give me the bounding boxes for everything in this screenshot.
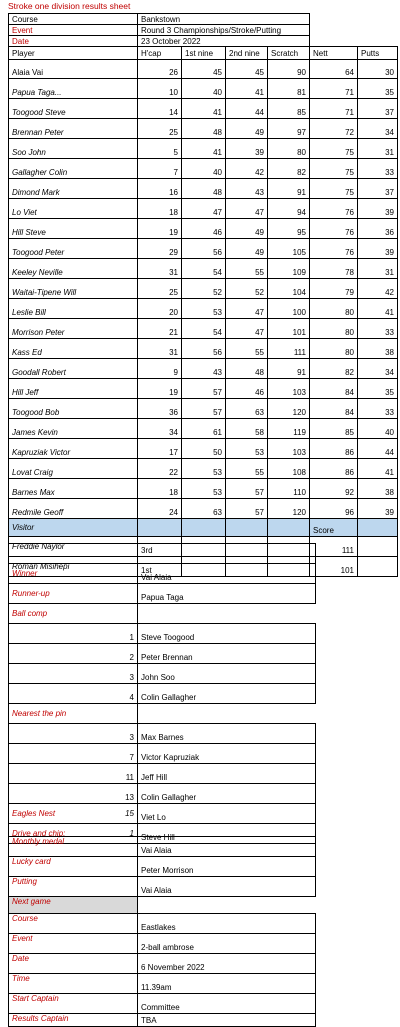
putts-cell: 30 (358, 60, 398, 79)
empty-cell (268, 519, 310, 537)
nett-cell: 86 (310, 439, 358, 459)
first-nine-cell: 41 (182, 139, 226, 159)
visitor-score: 111 (310, 537, 358, 557)
ball-comp-num: 4 (9, 684, 138, 704)
scratch-cell: 81 (268, 79, 310, 99)
player-row (9, 319, 398, 339)
ball-comp-label: Ball comp (9, 604, 138, 624)
results-captain-value: TBA (138, 1014, 316, 1027)
visitor-score: 101 (310, 557, 358, 577)
player-name: Morrison Peter (9, 319, 138, 339)
player-name: Keeley Neville (9, 259, 138, 279)
putts-cell: 35 (358, 379, 398, 399)
second-nine-cell: 53 (226, 439, 268, 459)
putts-cell: 39 (358, 199, 398, 219)
scratch-cell: 101 (268, 319, 310, 339)
putts-cell: 34 (358, 119, 398, 139)
info-value: 23 October 2022 (138, 36, 310, 47)
player-name: Toogood Bob (9, 399, 138, 419)
player-row (9, 339, 398, 359)
player-column-header: Player (9, 47, 138, 60)
player-row (9, 179, 398, 199)
hcap-cell: 7 (138, 159, 182, 179)
player-name: Gallagher Colin (9, 159, 138, 179)
putts-cell: 40 (358, 419, 398, 439)
scratch-cell: 103 (268, 379, 310, 399)
nett-cell: 92 (310, 479, 358, 499)
next-event-label: Event (9, 934, 138, 954)
player-name: Hill Jeff (9, 379, 138, 399)
putts-cell: 35 (358, 79, 398, 99)
empty-cell (226, 519, 268, 537)
putts-cell: 39 (358, 499, 398, 519)
putts-cell: 39 (358, 239, 398, 259)
first-nine-cell: 45 (182, 60, 226, 79)
putts-cell: 31 (358, 259, 398, 279)
first-nine-cell: 57 (182, 379, 226, 399)
putts-cell: 31 (358, 139, 398, 159)
first-nine-cell: 53 (182, 479, 226, 499)
hcap-cell: 26 (138, 60, 182, 79)
nett-cell: 80 (310, 339, 358, 359)
nett-cell: 76 (310, 219, 358, 239)
putts-cell: 33 (358, 319, 398, 339)
second-nine-cell: 55 (226, 459, 268, 479)
player-row (9, 60, 398, 79)
player-name: Brennan Peter (9, 119, 138, 139)
ball-comp-num: 3 (9, 664, 138, 684)
next-event-value: 2-ball ambrose (138, 934, 316, 954)
hcap-cell: 18 (138, 479, 182, 499)
empty-cell (358, 557, 398, 577)
hcap-cell: 10 (138, 79, 182, 99)
nearest-pin-name: Victor Kapruziak (138, 744, 316, 764)
first-nine-cell: 52 (182, 279, 226, 299)
first-nine-cell: 40 (182, 159, 226, 179)
second-nine-cell: 57 (226, 479, 268, 499)
second-nine-cell: 47 (226, 319, 268, 339)
nett-column-header: Nett (310, 47, 358, 60)
second-nine-cell: 39 (226, 139, 268, 159)
first-nine-cell: 50 (182, 439, 226, 459)
nett-cell: 75 (310, 179, 358, 199)
player-row (9, 79, 398, 99)
hcap-cell: 31 (138, 339, 182, 359)
scratch-cell: 90 (268, 60, 310, 79)
player-row (9, 299, 398, 319)
first-nine-cell: 61 (182, 419, 226, 439)
first-nine-cell: 48 (182, 179, 226, 199)
nett-cell: 75 (310, 139, 358, 159)
nett-cell: 75 (310, 159, 358, 179)
next-course-value: Eastlakes (138, 914, 316, 934)
second-nine-cell: 49 (226, 119, 268, 139)
nearest-pin-name: Jeff Hill (138, 764, 316, 784)
next-date-label: Date (9, 954, 138, 974)
ball-comp-row (9, 664, 316, 684)
nett-cell: 96 (310, 499, 358, 519)
player-name: Toogood Steve (9, 99, 138, 119)
info-row (9, 36, 398, 47)
scratch-cell: 110 (268, 479, 310, 499)
spacer-cell (9, 544, 138, 564)
putts-cell: 41 (358, 459, 398, 479)
nearest-pin-row (9, 744, 316, 764)
sheet-title: Stroke one division results sheet (8, 1, 131, 11)
putts-cell: 38 (358, 339, 398, 359)
empty-cell (138, 519, 182, 537)
scratch-cell: 109 (268, 259, 310, 279)
scratch-cell: 80 (268, 139, 310, 159)
nett-cell: 76 (310, 239, 358, 259)
winner-label: Winner (9, 564, 138, 584)
putts-column-header: Putts (358, 47, 398, 60)
player-row (9, 99, 398, 119)
winner-value: Vai Alaia (138, 564, 316, 584)
next-game-label: Next game (9, 897, 138, 914)
eagles-nest-label: Eagles Nest (12, 809, 56, 818)
player-name: Kass Ed (9, 339, 138, 359)
visitor-header-row (9, 519, 398, 537)
info-row (9, 14, 398, 25)
next-date-value: 6 November 2022 (138, 954, 316, 974)
first-nine-cell: 43 (182, 359, 226, 379)
putts-cell: 37 (358, 99, 398, 119)
bottom-table (8, 836, 316, 1027)
second-nine-cell: 55 (226, 339, 268, 359)
score-header: Score (310, 519, 358, 537)
nett-cell: 84 (310, 399, 358, 419)
first-nine-column-header: 1st nine (182, 47, 226, 60)
second-nine-cell: 55 (226, 259, 268, 279)
header-row (9, 47, 398, 60)
player-row (9, 359, 398, 379)
empty-cell (138, 897, 316, 914)
info-value: Bankstown (138, 14, 310, 25)
second-nine-cell: 46 (226, 379, 268, 399)
scratch-cell: 119 (268, 419, 310, 439)
hcap-cell: 19 (138, 379, 182, 399)
lucky-card-label: Lucky card (9, 857, 138, 877)
nett-cell: 84 (310, 379, 358, 399)
hcap-cell: 16 (138, 179, 182, 199)
nearest-pin-row (9, 784, 316, 804)
putts-cell: 33 (358, 159, 398, 179)
second-nine-cell: 41 (226, 79, 268, 99)
spacer-cell (138, 544, 316, 564)
eagles-nest-value: Viet Lo (138, 804, 316, 824)
nett-cell: 85 (310, 419, 358, 439)
scratch-cell: 100 (268, 299, 310, 319)
nett-cell: 71 (310, 79, 358, 99)
player-row (9, 279, 398, 299)
putts-cell: 38 (358, 479, 398, 499)
first-nine-cell: 53 (182, 299, 226, 319)
info-label: Event (9, 25, 138, 36)
scratch-cell: 108 (268, 459, 310, 479)
first-nine-cell: 54 (182, 319, 226, 339)
nearest-pin-hole: 3 (9, 724, 138, 744)
player-row (9, 479, 398, 499)
putts-cell: 34 (358, 359, 398, 379)
player-name: Waitai-Tipene Will (9, 279, 138, 299)
hcap-cell: 21 (138, 319, 182, 339)
runner-up-value: Papua Taga (138, 584, 316, 604)
putts-cell: 41 (358, 299, 398, 319)
hcap-cell: 24 (138, 499, 182, 519)
player-row (9, 119, 398, 139)
hcap-cell: 14 (138, 99, 182, 119)
nett-cell: 71 (310, 99, 358, 119)
nearest-pin-name: Colin Gallagher (138, 784, 316, 804)
second-nine-cell: 49 (226, 219, 268, 239)
player-name: Kapruziak Victor (9, 439, 138, 459)
empty-cell (182, 519, 226, 537)
nearest-pin-name: Max Barnes (138, 724, 316, 744)
second-nine-cell: 43 (226, 179, 268, 199)
empty-cell (358, 537, 398, 557)
second-nine-cell: 44 (226, 99, 268, 119)
player-row (9, 439, 398, 459)
info-label: Course (9, 14, 138, 25)
info-row (9, 25, 398, 36)
first-nine-cell: 47 (182, 199, 226, 219)
player-row (9, 259, 398, 279)
nett-cell: 78 (310, 259, 358, 279)
player-name: Goodall Robert (9, 359, 138, 379)
nett-cell: 64 (310, 60, 358, 79)
putting-value: Vai Alaia (138, 877, 316, 897)
putts-cell: 36 (358, 219, 398, 239)
nearest-pin-row (9, 764, 316, 784)
putts-cell: 33 (358, 399, 398, 419)
ball-comp-num: 1 (9, 624, 138, 644)
ball-comp-num: 2 (9, 644, 138, 664)
first-nine-cell: 56 (182, 339, 226, 359)
second-nine-cell: 48 (226, 359, 268, 379)
scratch-column-header: Scratch (268, 47, 310, 60)
nett-cell: 79 (310, 279, 358, 299)
player-name: Leslie Bill (9, 299, 138, 319)
visitor-name: Freddie Naylor (9, 537, 138, 557)
drive-chip-value: Steve Hill (138, 824, 316, 844)
player-row (9, 399, 398, 419)
first-nine-cell: 48 (182, 119, 226, 139)
putts-cell: 44 (358, 439, 398, 459)
eagles-nest-hole: 15 (125, 809, 134, 818)
visitor-name: Roman Misihepi (9, 557, 138, 577)
start-captain-value: Committee (138, 994, 316, 1014)
nett-cell: 72 (310, 119, 358, 139)
next-time-label: Time (9, 974, 138, 994)
scratch-cell: 120 (268, 499, 310, 519)
monthly-medal-label: Monthly medal (9, 837, 138, 857)
start-captain-label: Start Captain (9, 994, 138, 1014)
first-nine-cell: 53 (182, 459, 226, 479)
awards-table (8, 543, 316, 844)
nett-cell: 82 (310, 359, 358, 379)
hcap-cell: 31 (138, 259, 182, 279)
hcap-cell: 18 (138, 199, 182, 219)
scratch-cell: 120 (268, 399, 310, 419)
second-nine-cell: 47 (226, 299, 268, 319)
player-name: Toogood Peter (9, 239, 138, 259)
scratch-cell: 94 (268, 199, 310, 219)
visitor-place: 3rd (138, 537, 182, 557)
ball-comp-row (9, 644, 316, 664)
player-name: Soo John (9, 139, 138, 159)
hcap-cell: 20 (138, 299, 182, 319)
empty-cell (138, 704, 316, 724)
results-table (8, 13, 398, 577)
second-nine-cell: 57 (226, 499, 268, 519)
hcap-cell: 29 (138, 239, 182, 259)
first-nine-cell: 56 (182, 239, 226, 259)
scratch-cell: 111 (268, 339, 310, 359)
nett-cell: 80 (310, 319, 358, 339)
first-nine-cell: 46 (182, 219, 226, 239)
ball-comp-row (9, 684, 316, 704)
second-nine-column-header: 2nd nine (226, 47, 268, 60)
second-nine-cell: 47 (226, 199, 268, 219)
nearest-pin-hole: 11 (9, 764, 138, 784)
nearest-pin-hole: 7 (9, 744, 138, 764)
player-name: James Kevin (9, 419, 138, 439)
eagles-nest-cell (9, 804, 138, 824)
player-row (9, 139, 398, 159)
scratch-cell: 91 (268, 359, 310, 379)
hcap-cell: 22 (138, 459, 182, 479)
hcap-cell: 5 (138, 139, 182, 159)
putts-cell: 37 (358, 179, 398, 199)
first-nine-cell: 63 (182, 499, 226, 519)
runner-up-label: Runner-up (9, 584, 138, 604)
second-nine-cell: 42 (226, 159, 268, 179)
player-name: Hill Steve (9, 219, 138, 239)
player-row (9, 199, 398, 219)
hcap-cell: 36 (138, 399, 182, 419)
player-row (9, 159, 398, 179)
nett-cell: 76 (310, 199, 358, 219)
visitor-label: Visitor (9, 519, 138, 537)
player-row (9, 499, 398, 519)
nearest-pin-row (9, 724, 316, 744)
second-nine-cell: 58 (226, 419, 268, 439)
second-nine-cell: 45 (226, 60, 268, 79)
player-name: Lo Viet (9, 199, 138, 219)
hcap-column-header: H'cap (138, 47, 182, 60)
empty-cell (138, 604, 316, 624)
lucky-card-value: Peter Morrison (138, 857, 316, 877)
scratch-cell: 103 (268, 439, 310, 459)
hcap-cell: 34 (138, 419, 182, 439)
next-course-label: Course (9, 914, 138, 934)
hcap-cell: 17 (138, 439, 182, 459)
empty-cell (358, 519, 398, 537)
hcap-cell: 25 (138, 119, 182, 139)
ball-comp-name: Colin Gallagher (138, 684, 316, 704)
player-name: Alaia Vai (9, 60, 138, 79)
hcap-cell: 9 (138, 359, 182, 379)
player-row (9, 419, 398, 439)
hcap-cell: 25 (138, 279, 182, 299)
first-nine-cell: 54 (182, 259, 226, 279)
drive-chip-label: Drive and chip: (12, 829, 66, 838)
scratch-cell: 85 (268, 99, 310, 119)
nett-cell: 86 (310, 459, 358, 479)
scratch-cell: 91 (268, 179, 310, 199)
player-row (9, 239, 398, 259)
ball-comp-name: John Soo (138, 664, 316, 684)
info-value: Round 3 Championships/Stroke/Putting (138, 25, 310, 36)
scratch-cell: 95 (268, 219, 310, 239)
player-name: Redmile Geoff (9, 499, 138, 519)
hcap-cell: 19 (138, 219, 182, 239)
first-nine-cell: 41 (182, 99, 226, 119)
first-nine-cell: 40 (182, 79, 226, 99)
monthly-medal-value: Vai Alaia (138, 837, 316, 857)
player-name: Lovat Craig (9, 459, 138, 479)
ball-comp-row (9, 624, 316, 644)
nearest-pin-hole: 13 (9, 784, 138, 804)
putting-label: Putting (9, 877, 138, 897)
second-nine-cell: 63 (226, 399, 268, 419)
nett-cell: 80 (310, 299, 358, 319)
putts-cell: 42 (358, 279, 398, 299)
player-row (9, 459, 398, 479)
ball-comp-name: Peter Brennan (138, 644, 316, 664)
first-nine-cell: 57 (182, 399, 226, 419)
player-row (9, 219, 398, 239)
second-nine-cell: 52 (226, 279, 268, 299)
scratch-cell: 104 (268, 279, 310, 299)
player-name: Dimond Mark (9, 179, 138, 199)
player-name: Papua Taga... (9, 79, 138, 99)
info-label: Date (9, 36, 138, 47)
player-name: Barnes Max (9, 479, 138, 499)
ball-comp-name: Steve Toogood (138, 624, 316, 644)
drive-chip-hole: 1 (129, 829, 134, 838)
scratch-cell: 105 (268, 239, 310, 259)
next-time-value: 11.39am (138, 974, 316, 994)
player-row (9, 379, 398, 399)
scratch-cell: 97 (268, 119, 310, 139)
scratch-cell: 82 (268, 159, 310, 179)
results-captain-label: Results Captain (9, 1014, 138, 1027)
second-nine-cell: 49 (226, 239, 268, 259)
nearest-pin-label: Nearest the pin (9, 704, 138, 724)
visitor-place: 1st (138, 557, 182, 577)
